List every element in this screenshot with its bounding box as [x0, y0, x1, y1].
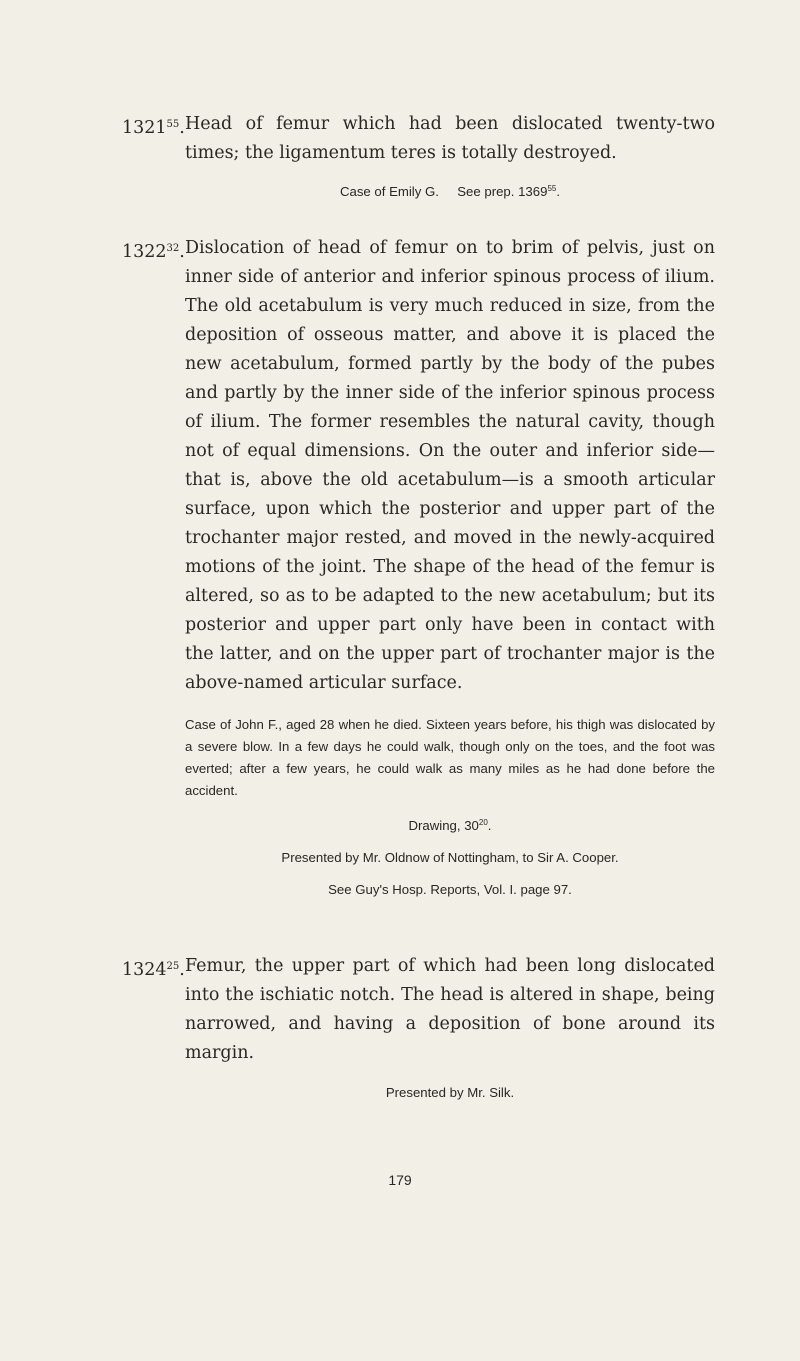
case-note: Case of Emily G. See prep. 1369$^{55}$.: [339, 184, 561, 199]
see-reference: See Guy's Hosp. Reports, Vol. I. page 97.: [328, 882, 572, 897]
drawing-reference: Drawing, $30^{20}$.: [408, 818, 492, 833]
catalogue-entry-1324: [122, 952, 715, 1104]
entry-number: 1321$^{55}$.: [122, 118, 185, 138]
presented-by: Presented by Mr. Oldnow of Nottingham, to Sir A. Cooper.: [281, 850, 619, 865]
entry-description: Head of femur which had been dislocated twenty-two times; the ligamentum teres is totally destroyed.: [185, 114, 715, 163]
page-number: 179: [388, 1172, 412, 1188]
presented-by: Presented by Mr. Silk.: [385, 1085, 515, 1100]
entry-number: 1322$^{32}$.: [122, 242, 185, 262]
entry-description: Femur, the upper part of which had been long dislocated into the ischiatic notch. The head is altered in shape, being narrowed, and having a deposition of bone around its margin.: [185, 956, 715, 1063]
catalogue-entry-1321: [122, 110, 715, 203]
entry-description: Dislocation of head of femur on to brim of pelvis, just on inner side of anterior and inferior spinous process of ilium. The old acetabulum is very much reduced in size, from the deposition of osseous matter, and above it is placed the new acetabulum, formed partly by the body of the pubes and partly by the inner side of the inferior spinous process of ilium. The former resembles the natural cavity, though not of equal dimensions. On the outer and inferior side—that is, above the old acetabulum—is a smooth articular surface, upon which the posterior and upper part of the trochanter major rested, and moved in the newly-acquired motions of the joint. The shape of the head of the femur is altered, so as to be adapted to the new acetabulum; but its posterior and upper part only have been in contact with the latter, and on the upper part of trochanter major is the above-named articular surface.: [185, 238, 715, 693]
catalogue-entry-1322: [122, 234, 715, 901]
case-note: Case of John F., aged 28 when he died. Sixteen years before, his thigh was dislocated by a severe blow. In a few days he could walk, though only on the toes, and the foot was everted; after a few years, he could walk as many miles as he had done before the accident.: [185, 717, 715, 798]
entry-number: 1324$^{25}$.: [122, 960, 185, 980]
